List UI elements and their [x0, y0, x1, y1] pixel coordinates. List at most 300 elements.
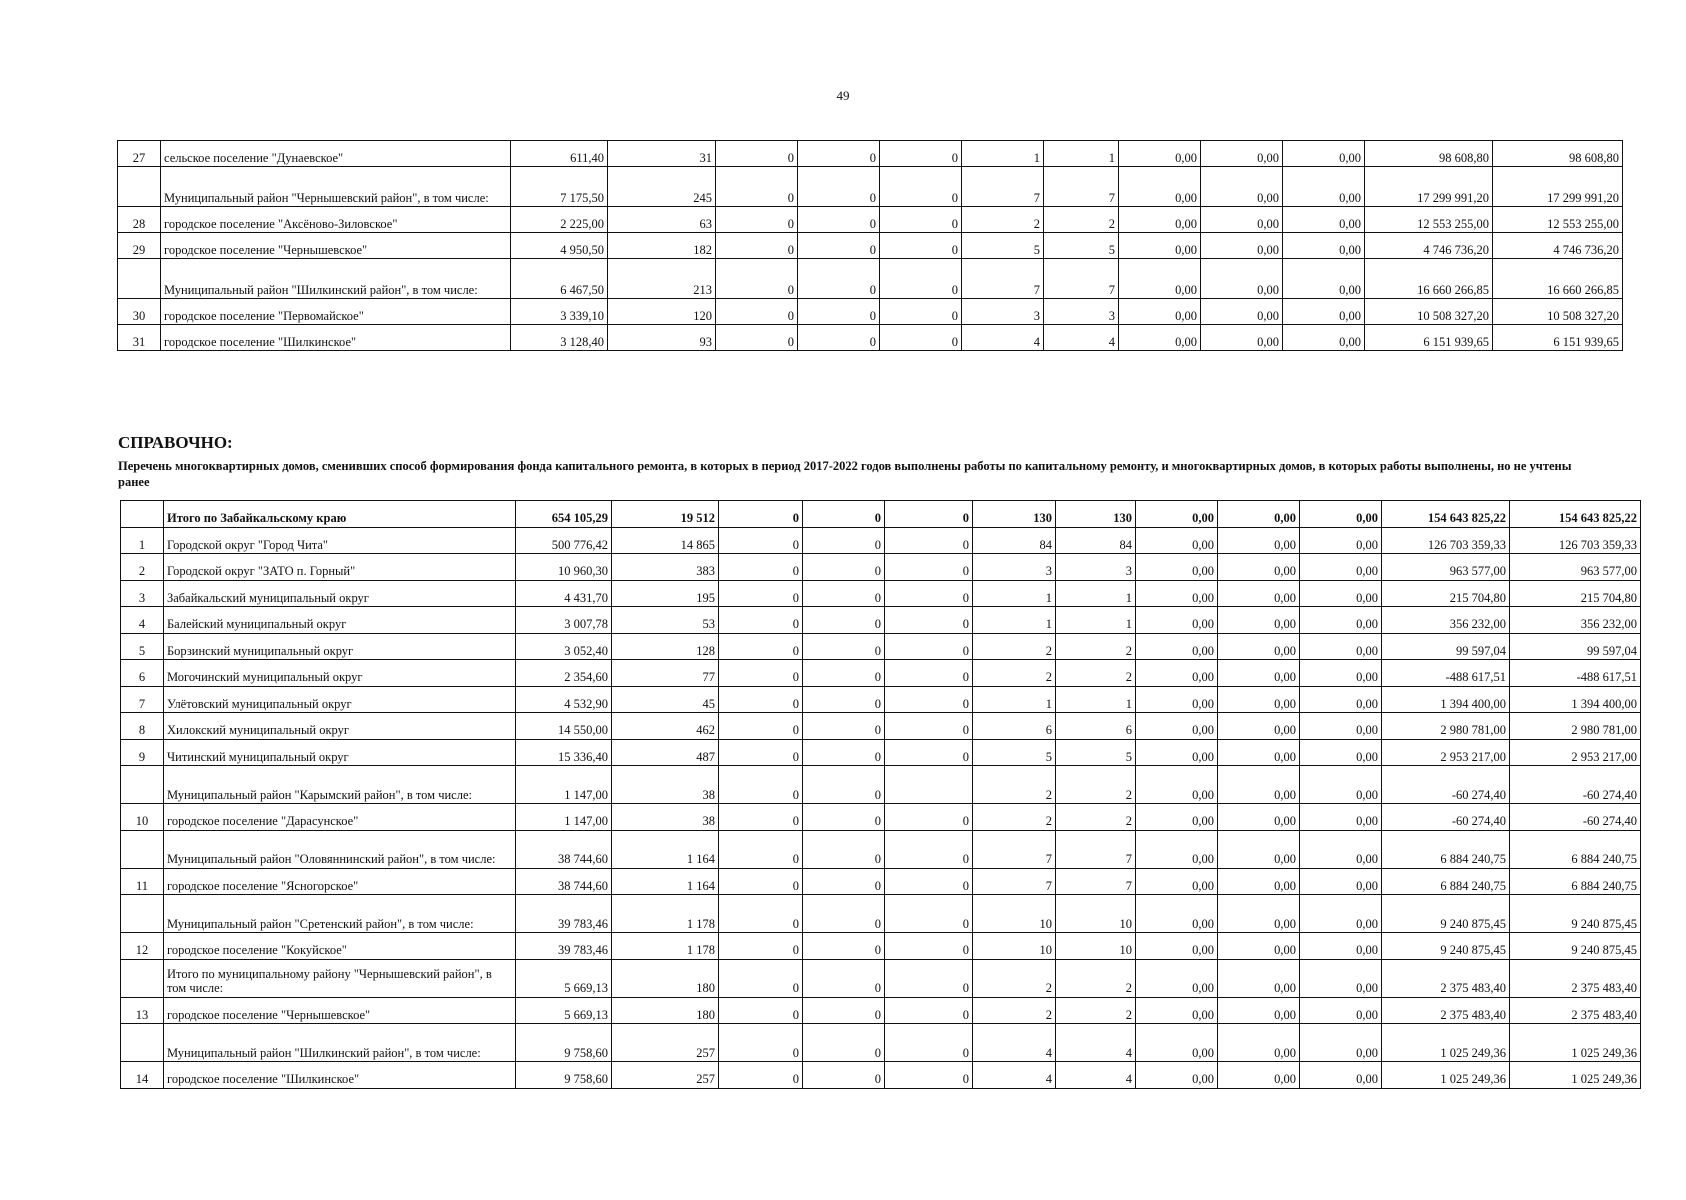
cell-c10: 0,00: [1300, 997, 1382, 1024]
cell-c8: 0,00: [1136, 830, 1218, 868]
cell-c1: 3 007,78: [516, 607, 612, 634]
cell-c10: 0,00: [1300, 633, 1382, 660]
cell-c1: 4 431,70: [516, 580, 612, 607]
table-row: [121, 739, 1641, 766]
cell-c10: 0,00: [1283, 299, 1365, 325]
cell-c8: 0,00: [1136, 607, 1218, 634]
cell-c3: 0: [719, 580, 803, 607]
cell-c4: 0: [803, 933, 885, 960]
cell-c3: 0: [719, 959, 803, 997]
cell-c7: 4: [1044, 325, 1119, 351]
cell-c11: 1 025 249,36: [1382, 1062, 1510, 1089]
cell-c8: 0,00: [1136, 804, 1218, 831]
cell-c2: 19 512: [612, 501, 719, 528]
row-number: 31: [118, 325, 161, 351]
cell-c7: 2: [1056, 660, 1136, 687]
cell-c5: 0: [885, 1024, 973, 1062]
row-name: Муниципальный район "Чернышевский район", в том числе:: [161, 167, 511, 207]
table-row: [121, 607, 1641, 634]
row-number: 30: [118, 299, 161, 325]
cell-c3: 0: [719, 501, 803, 528]
row-name: Балейский муниципальный округ: [164, 607, 516, 634]
cell-c6: 1: [973, 686, 1056, 713]
cell-c12: 9 240 875,45: [1510, 895, 1641, 933]
row-name: Итого по Забайкальскому краю: [164, 501, 516, 528]
cell-c7: 1: [1056, 580, 1136, 607]
cell-c3: 0: [716, 167, 798, 207]
cell-c9: 0,00: [1218, 527, 1300, 554]
row-number: 4: [121, 607, 164, 634]
cell-c4: 0: [803, 1062, 885, 1089]
row-name: городское поселение "Шилкинское": [161, 325, 511, 351]
cell-c5: 0: [885, 804, 973, 831]
cell-c7: 2: [1056, 804, 1136, 831]
cell-c9: 0,00: [1218, 633, 1300, 660]
cell-c1: 654 105,29: [516, 501, 612, 528]
cell-c1: 39 783,46: [516, 933, 612, 960]
cell-c6: 3: [962, 299, 1044, 325]
cell-c5: 0: [885, 554, 973, 581]
row-name: Забайкальский муниципальный округ: [164, 580, 516, 607]
cell-c8: 0,00: [1136, 554, 1218, 581]
cell-c7: 2: [1056, 766, 1136, 804]
cell-c10: 0,00: [1300, 554, 1382, 581]
cell-c1: 500 776,42: [516, 527, 612, 554]
cell-c6: 4: [962, 325, 1044, 351]
cell-c7: 6: [1056, 713, 1136, 740]
cell-c4: 0: [798, 207, 880, 233]
cell-c5: 0: [880, 259, 962, 299]
table-row: [118, 299, 1623, 325]
cell-c10: 0,00: [1300, 1062, 1382, 1089]
cell-c10: 0,00: [1283, 167, 1365, 207]
cell-c6: 2: [973, 766, 1056, 804]
cell-c10: 0,00: [1300, 686, 1382, 713]
row-number: 9: [121, 739, 164, 766]
cell-c9: 0,00: [1218, 1062, 1300, 1089]
cell-c12: 2 980 781,00: [1510, 713, 1641, 740]
cell-c2: 180: [612, 959, 719, 997]
cell-c10: 0,00: [1300, 660, 1382, 687]
continuation-table: [117, 140, 1623, 351]
row-number: 8: [121, 713, 164, 740]
table-row: [121, 554, 1641, 581]
row-number: 2: [121, 554, 164, 581]
cell-c6: 130: [973, 501, 1056, 528]
table-row: [121, 660, 1641, 687]
cell-c7: 2: [1056, 997, 1136, 1024]
cell-c9: 0,00: [1218, 554, 1300, 581]
cell-c5: 0: [885, 686, 973, 713]
cell-c6: 7: [973, 868, 1056, 895]
cell-c10: 0,00: [1300, 527, 1382, 554]
cell-c2: 120: [608, 299, 716, 325]
cell-c9: 0,00: [1201, 233, 1283, 259]
cell-c8: 0,00: [1136, 713, 1218, 740]
cell-c6: 2: [973, 660, 1056, 687]
cell-c9: 0,00: [1201, 167, 1283, 207]
cell-c11: 9 240 875,45: [1382, 895, 1510, 933]
cell-c4: 0: [803, 633, 885, 660]
cell-c6: 84: [973, 527, 1056, 554]
cell-c1: 5 669,13: [516, 959, 612, 997]
cell-c2: 1 178: [612, 895, 719, 933]
cell-c3: 0: [719, 933, 803, 960]
row-name: Городской округ "Город Чита": [164, 527, 516, 554]
cell-c2: 462: [612, 713, 719, 740]
cell-c12: 215 704,80: [1510, 580, 1641, 607]
cell-c4: 0: [803, 501, 885, 528]
cell-c11: 10 508 327,20: [1365, 299, 1493, 325]
row-number: 14: [121, 1062, 164, 1089]
row-number: 29: [118, 233, 161, 259]
cell-c4: 0: [798, 141, 880, 167]
cell-c12: 98 608,80: [1493, 141, 1623, 167]
cell-c5: 0: [885, 830, 973, 868]
cell-c6: 5: [962, 233, 1044, 259]
cell-c11: 1 394 400,00: [1382, 686, 1510, 713]
cell-c7: 3: [1056, 554, 1136, 581]
cell-c4: 0: [803, 660, 885, 687]
cell-c9: 0,00: [1218, 766, 1300, 804]
cell-c10: 0,00: [1300, 830, 1382, 868]
cell-c3: 0: [719, 997, 803, 1024]
row-number: 11: [121, 868, 164, 895]
cell-c8: 0,00: [1136, 660, 1218, 687]
cell-c3: 0: [719, 1024, 803, 1062]
cell-c3: 0: [719, 554, 803, 581]
cell-c8: 0,00: [1136, 933, 1218, 960]
cell-c6: 2: [973, 804, 1056, 831]
cell-c8: 0,00: [1119, 167, 1201, 207]
cell-c9: 0,00: [1201, 299, 1283, 325]
row-name: городское поселение "Дарасунское": [164, 804, 516, 831]
cell-c6: 4: [973, 1024, 1056, 1062]
row-number: 5: [121, 633, 164, 660]
cell-c2: 213: [608, 259, 716, 299]
cell-c7: 2: [1056, 633, 1136, 660]
cell-c11: -488 617,51: [1382, 660, 1510, 687]
reference-subtitle: Перечень многоквартирных домов, сменивших способ формирования фонда капитального ремонта, в которых в период 2017-2022 годов выполнены работы по капитальному ремонту, и многоквартирных домов, в которых работы выполнены, но не учтены ранее: [118, 459, 1572, 490]
cell-c9: 0,00: [1218, 1024, 1300, 1062]
cell-c7: 2: [1044, 207, 1119, 233]
row-number: [121, 895, 164, 933]
row-name: городское поселение "Чернышевское": [164, 997, 516, 1024]
cell-c3: 0: [716, 325, 798, 351]
cell-c2: 1 164: [612, 868, 719, 895]
cell-c3: 0: [719, 766, 803, 804]
cell-c10: 0,00: [1300, 895, 1382, 933]
cell-c3: 0: [719, 1062, 803, 1089]
cell-c4: 0: [803, 527, 885, 554]
cell-c8: 0,00: [1136, 766, 1218, 804]
cell-c3: 0: [716, 207, 798, 233]
cell-c9: 0,00: [1218, 830, 1300, 868]
cell-c7: 5: [1044, 233, 1119, 259]
table-row: [121, 804, 1641, 831]
cell-c11: 4 746 736,20: [1365, 233, 1493, 259]
row-name: Могочинский муниципальный округ: [164, 660, 516, 687]
cell-c2: 93: [608, 325, 716, 351]
cell-c9: 0,00: [1218, 959, 1300, 997]
cell-c11: 12 553 255,00: [1365, 207, 1493, 233]
cell-c2: 1 164: [612, 830, 719, 868]
cell-c2: 257: [612, 1062, 719, 1089]
cell-c8: 0,00: [1136, 1024, 1218, 1062]
row-number: [118, 167, 161, 207]
cell-c12: 2 375 483,40: [1510, 997, 1641, 1024]
row-number: 6: [121, 660, 164, 687]
cell-c6: 7: [973, 830, 1056, 868]
cell-c12: 154 643 825,22: [1510, 501, 1641, 528]
cell-c5: 0: [885, 527, 973, 554]
cell-c5: 0: [880, 141, 962, 167]
cell-c7: 130: [1056, 501, 1136, 528]
cell-c3: 0: [716, 299, 798, 325]
cell-c5: 0: [885, 660, 973, 687]
cell-c10: 0,00: [1300, 959, 1382, 997]
cell-c8: 0,00: [1136, 739, 1218, 766]
row-number: 13: [121, 997, 164, 1024]
cell-c12: 2 375 483,40: [1510, 959, 1641, 997]
row-number: 27: [118, 141, 161, 167]
row-number: [121, 830, 164, 868]
cell-c1: 15 336,40: [516, 739, 612, 766]
cell-c3: 0: [719, 633, 803, 660]
row-name: Муниципальный район "Шилкинский район", в том числе:: [164, 1024, 516, 1062]
cell-c4: 0: [798, 259, 880, 299]
table-row: [121, 997, 1641, 1024]
cell-c9: 0,00: [1218, 868, 1300, 895]
cell-c5: 0: [885, 633, 973, 660]
row-name: Борзинский муниципальный округ: [164, 633, 516, 660]
row-number: 3: [121, 580, 164, 607]
cell-c4: 0: [803, 997, 885, 1024]
cell-c11: -60 274,40: [1382, 766, 1510, 804]
cell-c1: 9 758,60: [516, 1024, 612, 1062]
row-name: городское поселение "Чернышевское": [161, 233, 511, 259]
cell-c8: 0,00: [1136, 501, 1218, 528]
cell-c7: 4: [1056, 1024, 1136, 1062]
cell-c8: 0,00: [1119, 259, 1201, 299]
cell-c2: 38: [612, 766, 719, 804]
cell-c10: 0,00: [1300, 1024, 1382, 1062]
cell-c8: 0,00: [1136, 895, 1218, 933]
row-name: Улётовский муниципальный округ: [164, 686, 516, 713]
cell-c4: 0: [803, 1024, 885, 1062]
table-row: [121, 868, 1641, 895]
cell-c1: 611,40: [511, 141, 608, 167]
cell-c7: 2: [1056, 959, 1136, 997]
row-name: Хилокский муниципальный округ: [164, 713, 516, 740]
cell-c8: 0,00: [1136, 1062, 1218, 1089]
row-name: Муниципальный район "Оловяннинский район", в том числе:: [164, 830, 516, 868]
cell-c3: 0: [719, 686, 803, 713]
cell-c1: 14 550,00: [516, 713, 612, 740]
cell-c7: 7: [1056, 868, 1136, 895]
cell-c6: 6: [973, 713, 1056, 740]
row-name: городское поселение "Аксёново-Зиловское": [161, 207, 511, 233]
cell-c3: 0: [716, 233, 798, 259]
cell-c1: 7 175,50: [511, 167, 608, 207]
cell-c8: 0,00: [1136, 633, 1218, 660]
cell-c5: 0: [885, 713, 973, 740]
cell-c4: 0: [803, 895, 885, 933]
row-number: 10: [121, 804, 164, 831]
cell-c5: 0: [885, 959, 973, 997]
row-number: 1: [121, 527, 164, 554]
cell-c2: 38: [612, 804, 719, 831]
cell-c12: 16 660 266,85: [1493, 259, 1623, 299]
cell-c12: 9 240 875,45: [1510, 933, 1641, 960]
table-row: [118, 207, 1623, 233]
cell-c2: 383: [612, 554, 719, 581]
cell-c12: 6 884 240,75: [1510, 868, 1641, 895]
cell-c6: 5: [973, 739, 1056, 766]
cell-c12: 126 703 359,33: [1510, 527, 1641, 554]
cell-c9: 0,00: [1218, 739, 1300, 766]
row-number: [121, 1024, 164, 1062]
cell-c1: 3 339,10: [511, 299, 608, 325]
row-number: [121, 766, 164, 804]
cell-c11: 9 240 875,45: [1382, 933, 1510, 960]
cell-c3: 0: [719, 804, 803, 831]
cell-c2: 487: [612, 739, 719, 766]
cell-c5: 0: [880, 207, 962, 233]
table-row: [121, 527, 1641, 554]
cell-c7: 84: [1056, 527, 1136, 554]
cell-c1: 3 128,40: [511, 325, 608, 351]
table-row: [121, 633, 1641, 660]
cell-c10: 0,00: [1300, 933, 1382, 960]
row-number: 12: [121, 933, 164, 960]
cell-c9: 0,00: [1218, 686, 1300, 713]
cell-c11: 1 025 249,36: [1382, 1024, 1510, 1062]
table-row: [118, 325, 1623, 351]
cell-c6: 1: [973, 580, 1056, 607]
cell-c12: 356 232,00: [1510, 607, 1641, 634]
cell-c9: 0,00: [1201, 141, 1283, 167]
cell-c1: 38 744,60: [516, 830, 612, 868]
cell-c9: 0,00: [1201, 259, 1283, 299]
row-name: городское поселение "Первомайское": [161, 299, 511, 325]
cell-c10: 0,00: [1300, 766, 1382, 804]
cell-c9: 0,00: [1218, 607, 1300, 634]
row-number: 28: [118, 207, 161, 233]
cell-c11: 2 375 483,40: [1382, 997, 1510, 1024]
cell-c9: 0,00: [1218, 580, 1300, 607]
cell-c2: 31: [608, 141, 716, 167]
cell-c10: 0,00: [1283, 207, 1365, 233]
cell-c8: 0,00: [1119, 299, 1201, 325]
cell-c6: 10: [973, 895, 1056, 933]
cell-c11: 6 151 939,65: [1365, 325, 1493, 351]
cell-c7: 4: [1056, 1062, 1136, 1089]
cell-c12: -60 274,40: [1510, 804, 1641, 831]
table-row: [121, 933, 1641, 960]
cell-c10: 0,00: [1283, 259, 1365, 299]
cell-c3: 0: [719, 713, 803, 740]
cell-c5: 0: [885, 739, 973, 766]
table-row: [121, 895, 1641, 933]
cell-c12: 99 597,04: [1510, 633, 1641, 660]
cell-c7: 7: [1056, 830, 1136, 868]
cell-c2: 1 178: [612, 933, 719, 960]
cell-c11: 963 577,00: [1382, 554, 1510, 581]
cell-c2: 257: [612, 1024, 719, 1062]
cell-c8: 0,00: [1119, 325, 1201, 351]
cell-c5: 0: [880, 325, 962, 351]
cell-c7: 10: [1056, 933, 1136, 960]
cell-c4: 0: [798, 325, 880, 351]
cell-c5: 0: [885, 933, 973, 960]
cell-c4: 0: [798, 167, 880, 207]
table-row: [121, 959, 1641, 997]
row-name: сельское поселение "Дунаевское": [161, 141, 511, 167]
cell-c2: 182: [608, 233, 716, 259]
cell-c7: 1: [1044, 141, 1119, 167]
cell-c12: 1 025 249,36: [1510, 1062, 1641, 1089]
cell-c9: 0,00: [1218, 660, 1300, 687]
cell-c7: 7: [1044, 259, 1119, 299]
row-name: городское поселение "Шилкинское": [164, 1062, 516, 1089]
cell-c10: 0,00: [1283, 325, 1365, 351]
cell-c1: 4 950,50: [511, 233, 608, 259]
cell-c4: 0: [803, 713, 885, 740]
cell-c1: 39 783,46: [516, 895, 612, 933]
cell-c12: 1 394 400,00: [1510, 686, 1641, 713]
cell-c9: 0,00: [1218, 933, 1300, 960]
cell-c2: 63: [608, 207, 716, 233]
cell-c6: 2: [973, 959, 1056, 997]
cell-c6: 10: [973, 933, 1056, 960]
cell-c6: 1: [973, 607, 1056, 634]
cell-c2: 180: [612, 997, 719, 1024]
cell-c1: 10 960,30: [516, 554, 612, 581]
cell-c6: 2: [973, 997, 1056, 1024]
row-number: 7: [121, 686, 164, 713]
row-number: [118, 259, 161, 299]
cell-c2: 14 865: [612, 527, 719, 554]
cell-c8: 0,00: [1136, 868, 1218, 895]
cell-c11: -60 274,40: [1382, 804, 1510, 831]
cell-c7: 7: [1044, 167, 1119, 207]
cell-c11: 2 375 483,40: [1382, 959, 1510, 997]
row-name: Муниципальный район "Шилкинский район", в том числе:: [161, 259, 511, 299]
cell-c10: 0,00: [1300, 868, 1382, 895]
cell-c1: 4 532,90: [516, 686, 612, 713]
cell-c3: 0: [719, 607, 803, 634]
cell-c11: 356 232,00: [1382, 607, 1510, 634]
cell-c10: 0,00: [1300, 804, 1382, 831]
row-name: Муниципальный район "Сретенский район", в том числе:: [164, 895, 516, 933]
cell-c10: 0,00: [1283, 141, 1365, 167]
cell-c10: 0,00: [1300, 501, 1382, 528]
cell-c6: 7: [962, 167, 1044, 207]
cell-c7: 3: [1044, 299, 1119, 325]
cell-c11: 17 299 991,20: [1365, 167, 1493, 207]
row-name: городское поселение "Ясногорское": [164, 868, 516, 895]
cell-c3: 0: [719, 527, 803, 554]
reference-table: [120, 500, 1641, 1089]
cell-c8: 0,00: [1136, 997, 1218, 1024]
row-name: Городской округ "ЗАТО п. Горный": [164, 554, 516, 581]
cell-c12: 4 746 736,20: [1493, 233, 1623, 259]
cell-c1: 1 147,00: [516, 804, 612, 831]
cell-c3: 0: [719, 895, 803, 933]
cell-c5: 0: [880, 233, 962, 259]
table-row: [118, 233, 1623, 259]
